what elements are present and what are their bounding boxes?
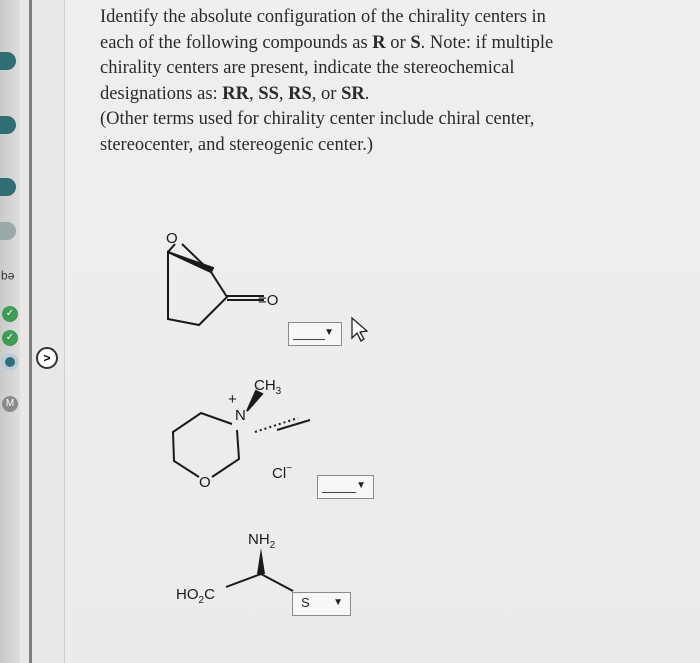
completed-check-icon[interactable]: ✓	[2, 330, 18, 346]
positive-charge-label: +	[228, 391, 237, 408]
methyl-label: $CH_3$	[254, 377, 282, 397]
alkyl-bond	[261, 574, 293, 591]
mouse-cursor-icon	[352, 318, 367, 341]
carbonyl-oxygen-label: =O	[258, 292, 279, 309]
bold-wedge-amine	[257, 548, 265, 574]
ethyl-bond	[277, 420, 310, 430]
compound-1-structure	[168, 244, 264, 325]
compound-3-configuration-select[interactable]	[292, 592, 351, 616]
ring-oxygen-label: O	[199, 474, 211, 491]
question-line: each of the following compounds as R or S. Note: if multiple	[100, 32, 554, 53]
compound-2-configuration-select[interactable]	[317, 475, 374, 499]
nitrogen-label: N	[235, 407, 246, 424]
ring-bonds	[173, 413, 232, 477]
question-line: stereocenter, and stereogenic center.)	[100, 134, 374, 155]
sidebar-tab-label: eq	[1, 270, 15, 284]
question-line: designations as: RR, SS, RS, or SR.	[100, 83, 370, 104]
compound-3-structure	[226, 548, 293, 591]
question-line: Identify the absolute configuration of the chirality centers in	[100, 7, 546, 27]
chevron-down-icon: ▼	[356, 480, 366, 491]
chloride-label: Cl−	[272, 463, 293, 482]
chevron-down-icon: ▼	[324, 327, 334, 338]
wedge-bond-methyl	[247, 391, 262, 411]
bold-wedge-bond	[168, 252, 213, 272]
question-line: chirality centers are present, indicate the stereochemical	[100, 58, 515, 78]
epoxide-oxygen-label: O	[166, 230, 178, 247]
ring-bonds	[212, 430, 239, 477]
chevron-down-icon: ▼	[333, 597, 343, 608]
completed-check-icon[interactable]: ✓	[2, 306, 18, 322]
next-arrow-button[interactable]: >	[36, 347, 58, 369]
select-field	[322, 480, 356, 493]
compound-1-configuration-select[interactable]	[288, 322, 342, 346]
acid-bond	[226, 574, 261, 587]
amine-label: $NH_2$	[248, 531, 276, 551]
question-line: (Other terms used for chirality center include chiral center,	[100, 109, 535, 129]
mode-badge-icon: M	[2, 396, 18, 412]
selected-value: S	[301, 595, 310, 610]
carboxylic-acid-label: $HO_2C$	[176, 586, 215, 606]
select-field	[293, 327, 325, 340]
